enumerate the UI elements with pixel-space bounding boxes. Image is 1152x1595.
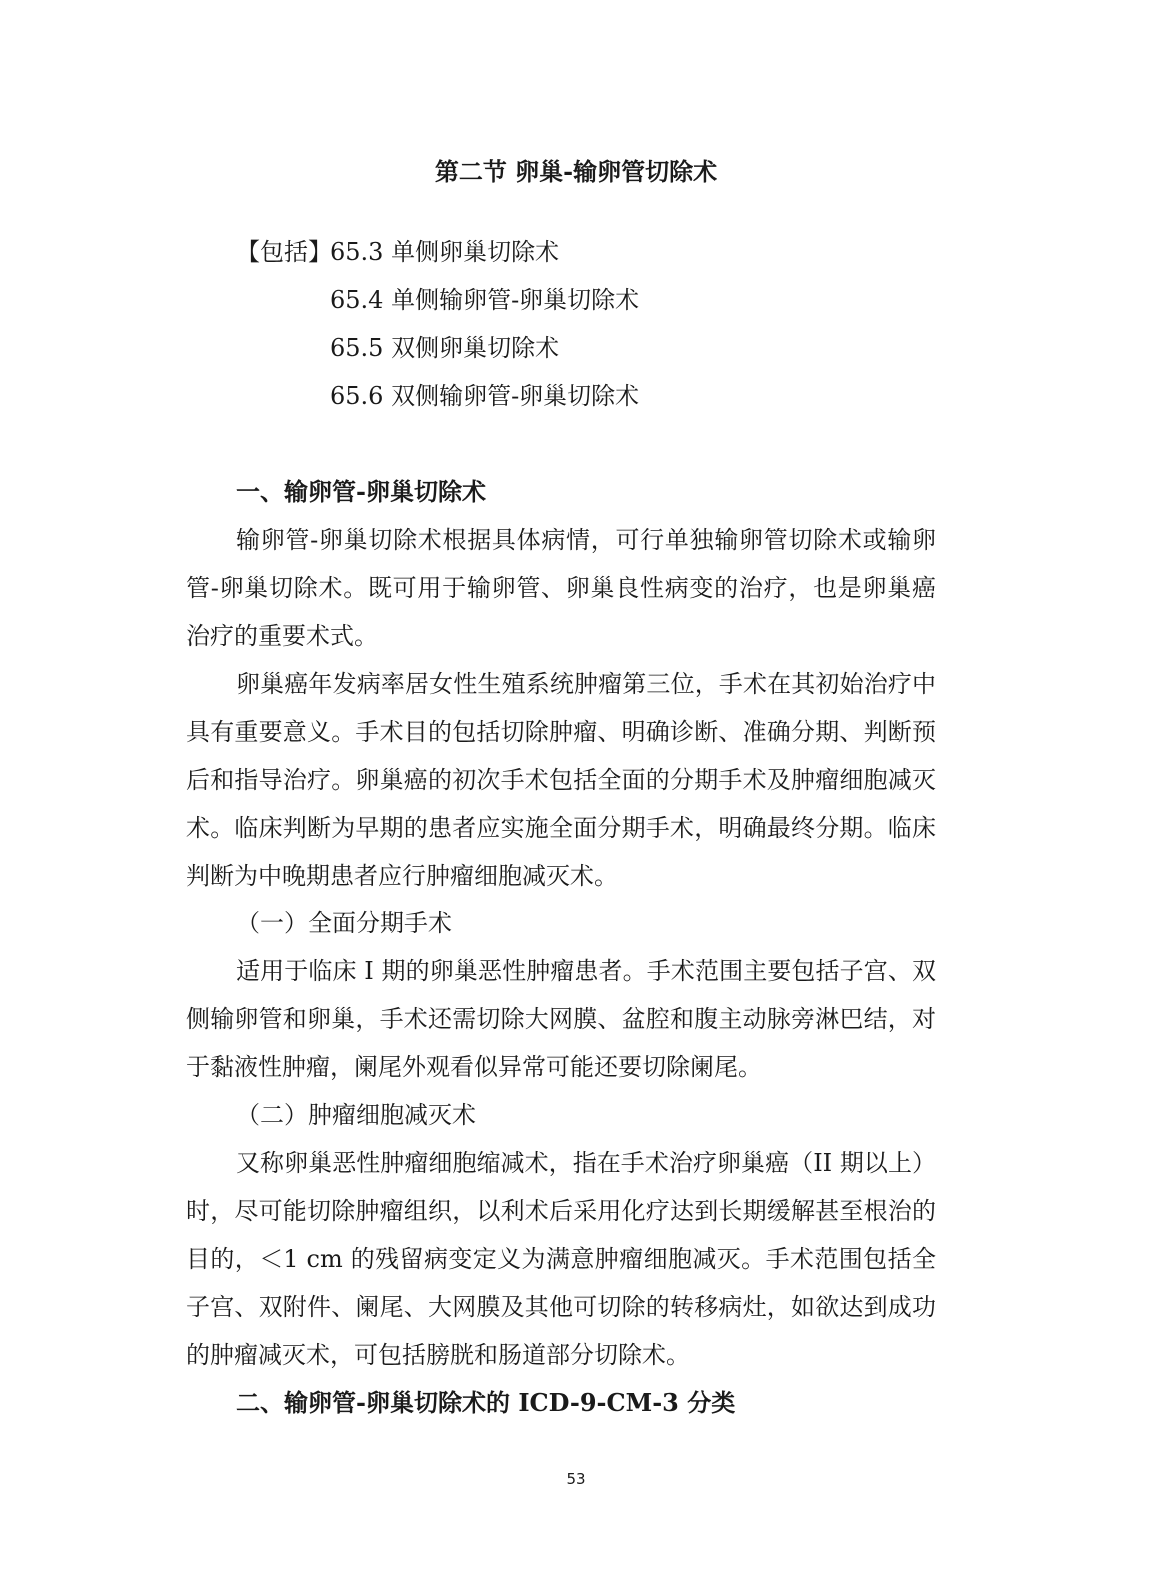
paragraph-line: 后和指导治疗。卵巢癌的初次手术包括全面的分期手术及肿瘤细胞减灭: [186, 766, 936, 794]
include-item: 65.3 单侧卵巢切除术: [330, 238, 560, 266]
paragraph-line: 具有重要意义。手术目的包括切除肿瘤、明确诊断、准确分期、判断预: [186, 718, 936, 746]
paragraph-line: 目的，＜1 cm 的残留病变定义为满意肿瘤细胞减灭。手术范围包括全: [186, 1245, 936, 1273]
page-number: 53: [566, 1470, 586, 1488]
paragraph-line: 治疗的重要术式。: [186, 622, 378, 650]
paragraph-line: 的肿瘤减灭术，可包括膀胱和肠道部分切除术。: [186, 1341, 690, 1369]
include-label: 【包括】: [236, 238, 332, 266]
paragraph-line: 于黏液性肿瘤，阑尾外观看似异常可能还要切除阑尾。: [186, 1053, 762, 1081]
heading-2: 二、输卵管-卵巢切除术的 ICD-9-CM-3 分类: [236, 1388, 736, 1417]
paragraph-line: 适用于临床 I 期的卵巢恶性肿瘤患者。手术范围主要包括子宫、双: [236, 957, 936, 985]
include-item: 65.6 双侧输卵管-卵巢切除术: [330, 382, 640, 410]
include-item: 65.4 单侧输卵管-卵巢切除术: [330, 286, 640, 314]
paragraph-line: 术。临床判断为早期的患者应实施全面分期手术，明确最终分期。临床: [186, 814, 936, 842]
heading-1: 一、输卵管-卵巢切除术: [236, 477, 486, 506]
paragraph-line: 管-卵巢切除术。既可用于输卵管、卵巢良性病变的治疗，也是卵巢癌: [186, 574, 936, 602]
subheading-2: （二）肿瘤细胞减灭术: [236, 1101, 476, 1129]
paragraph-line: 子宫、双附件、阑尾、大网膜及其他可切除的转移病灶，如欲达到成功: [186, 1293, 936, 1321]
paragraph-line: 时，尽可能切除肿瘤组织，以利术后采用化疗达到长期缓解甚至根治的: [186, 1197, 936, 1225]
paragraph-line: 输卵管-卵巢切除术根据具体病情，可行单独输卵管切除术或输卵: [236, 526, 936, 554]
subheading-1: （一）全面分期手术: [236, 909, 452, 937]
section-title: 第二节 卵巢-输卵管切除术: [434, 157, 718, 186]
paragraph-line: 侧输卵管和卵巢，手术还需切除大网膜、盆腔和腹主动脉旁淋巴结，对: [186, 1005, 936, 1033]
paragraph-line: 又称卵巢恶性肿瘤细胞缩减术，指在手术治疗卵巢癌（II 期以上）: [236, 1149, 936, 1177]
include-item: 65.5 双侧卵巢切除术: [330, 334, 560, 362]
paragraph-line: 判断为中晚期患者应行肿瘤细胞减灭术。: [186, 862, 618, 890]
paragraph-line: 卵巢癌年发病率居女性生殖系统肿瘤第三位，手术在其初始治疗中: [236, 670, 936, 698]
